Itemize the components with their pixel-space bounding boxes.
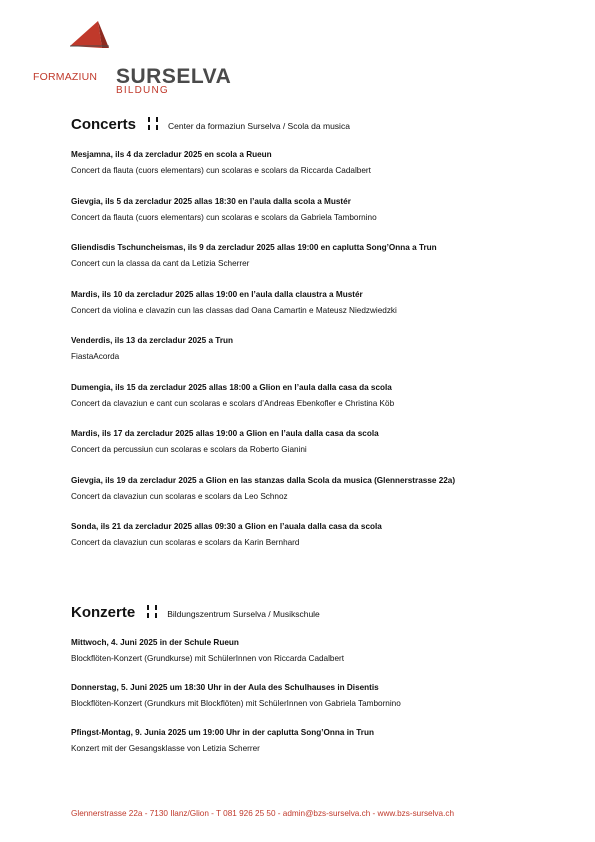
event-description: Concert da flauta (cuors elementars) cun scolaras e scolars da Riccarda Cadalbert bbox=[71, 166, 371, 175]
section-konzerte bbox=[71, 603, 551, 772]
event-title: Gliendisdis Tschuncheismas, ils 9 da zercladur 2025 allas 19:00 en caplutta Song’Onna a Trun bbox=[71, 243, 437, 252]
event-item bbox=[71, 637, 551, 682]
event-description: Concert cun la classa da cant da Letizia Scherrer bbox=[71, 259, 250, 268]
event-title: Gievgia, ils 19 da zercladur 2025 a Glion en las stanzas dalla Scola da musica (Glennerstrasse 22a) bbox=[71, 475, 456, 485]
event-item bbox=[71, 727, 551, 772]
event-item bbox=[71, 196, 551, 243]
event-item bbox=[71, 475, 551, 522]
separator-icon bbox=[148, 117, 158, 131]
section-subtitle: Center da formaziun Surselva / Scola da musica bbox=[168, 121, 350, 131]
logo-bildung: BILDUNG bbox=[116, 85, 169, 96]
event-title: Donnerstag, 5. Juni 2025 um 18:30 Uhr in der Aula des Schulhauses in Disentis bbox=[71, 683, 379, 692]
logo-formaziun: FORMAZIUN bbox=[33, 71, 98, 83]
event-title: Venderdis, ils 13 da zercladur 2025 a Trun bbox=[71, 336, 234, 345]
event-description: FiastaAcorda bbox=[71, 352, 120, 361]
logo bbox=[30, 18, 232, 96]
footer-contact: Glennerstrasse 22a - 7130 Ilanz/Glion - T 081 926 25 50 - admin@bzs-surselva.ch - www.bzs-surselva.ch bbox=[71, 809, 454, 818]
event-item bbox=[71, 289, 551, 336]
event-title: Mesjamna, ils 4 da zercladur 2025 en scola a Rueun bbox=[71, 150, 272, 159]
section-title: Konzerte bbox=[71, 604, 136, 621]
event-title: Sonda, ils 21 da zercladur 2025 allas 09:30 a Glion en l’auala dalla casa da scola bbox=[71, 522, 382, 531]
section-concerts bbox=[71, 115, 551, 568]
event-title: Gievgia, ils 5 da zercladur 2025 allas 18:30 en l’aula dalla scola a Mustér bbox=[71, 196, 351, 206]
event-item bbox=[71, 521, 551, 568]
event-description: Concert da clavaziun e cant cun scolaras e scolars d’Andreas Ebenkofler e Christina Köb bbox=[71, 398, 395, 408]
event-item bbox=[71, 242, 551, 289]
event-item bbox=[71, 382, 551, 429]
event-title: Mardis, ils 10 da zercladur 2025 allas 19:00 en l’aula dalla claustra a Mustér bbox=[71, 289, 363, 299]
event-description: Blockflöten-Konzert (Grundkurse) mit SchülerInnen von Riccarda Cadalbert bbox=[71, 654, 345, 663]
event-title: Mardis, ils 17 da zercladur 2025 allas 19:00 a Glion en l’aula dalla casa da scola bbox=[71, 429, 379, 438]
event-item bbox=[71, 682, 551, 727]
event-description: Concert da violina e clavazin cun las classas dad Oana Camartin e Mateusz Niedzwiedzki bbox=[71, 305, 397, 315]
event-description: Concert da percussiun cun scolaras e scolars da Roberto Gianini bbox=[71, 445, 307, 454]
event-list bbox=[71, 637, 551, 772]
event-description: Konzert mit der Gesangsklasse von Letizia Scherrer bbox=[71, 744, 260, 753]
event-item bbox=[71, 149, 551, 196]
event-item bbox=[71, 335, 551, 382]
section-header bbox=[71, 115, 551, 135]
separator-icon bbox=[147, 605, 157, 619]
event-description: Concert da clavaziun cun scolaras e scolars da Leo Schnoz bbox=[71, 491, 288, 501]
event-description: Blockflöten-Konzert (Grundkurs mit Blockflöten) mit SchülerInnen von Gabriela Tambornino bbox=[71, 699, 401, 708]
event-title: Mittwoch, 4. Juni 2025 in der Schule Rueun bbox=[71, 638, 239, 647]
section-title: Concerts bbox=[71, 116, 137, 133]
section-subtitle: Bildungszentrum Surselva / Musikschule bbox=[167, 609, 320, 619]
logo-surselva: SURSELVA bbox=[116, 65, 232, 88]
event-description: Concert da clavaziun cun scolaras e scolars da Karin Bernhard bbox=[71, 538, 300, 547]
event-title: Dumengia, ils 15 da zercladur 2025 allas 18:00 a Glion en l’aula dalla casa da scola bbox=[71, 382, 392, 392]
event-description: Concert da flauta (cuors elementars) cun scolaras e scolars da Gabriela Tambornino bbox=[71, 212, 377, 222]
event-item bbox=[71, 428, 551, 475]
event-list bbox=[71, 149, 551, 568]
section-header bbox=[71, 603, 551, 623]
event-title: Pfingst-Montag, 9. Junia 2025 um 19:00 Uhr in der caplutta Song’Onna in Trun bbox=[71, 728, 374, 737]
